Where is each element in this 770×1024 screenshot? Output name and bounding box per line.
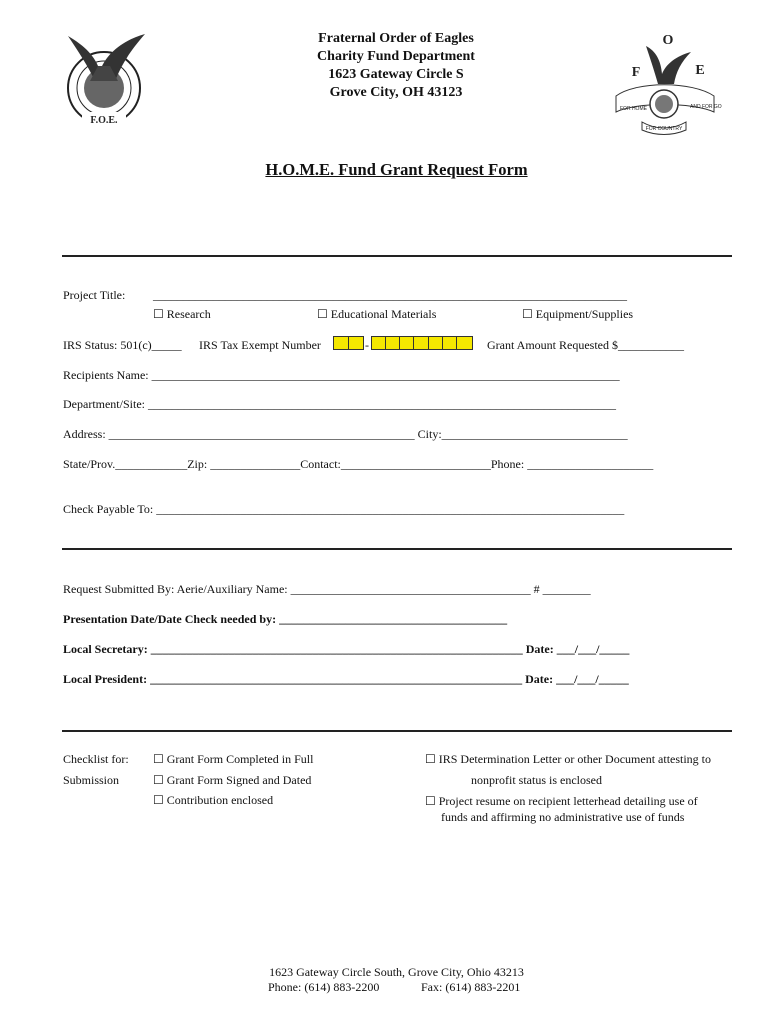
- grant-form-completed-checkbox[interactable]: ☐ Grant Form Completed in Full: [153, 752, 314, 766]
- local-secretary-field[interactable]: Local Secretary: ______________________________________________________________ Date: ___/___/_____: [63, 642, 630, 656]
- org-department: Charity Fund Department: [317, 49, 475, 64]
- foe-auxiliary-logo: [606, 26, 722, 138]
- ribbon-left: FOR HOME: [620, 106, 647, 112]
- org-name: Fraternal Order of Eagles: [318, 31, 474, 46]
- seal-bottom-text: F.O.E.: [90, 115, 118, 126]
- foe-seal-logo: [60, 26, 150, 130]
- department-site-field[interactable]: Department/Site: ______________________________________________________________________________: [63, 397, 616, 411]
- project-title-field[interactable]: _______________________________________________________________________________: [153, 288, 627, 302]
- irs-determination-checkbox[interactable]: ☐ IRS Determination Letter or other Document attesting to: [425, 752, 712, 766]
- irs-status-field[interactable]: IRS Status: 501(c)_____: [63, 338, 182, 352]
- state-zip-contact-phone-field[interactable]: State/Prov.____________Zip: _______________Contact:_________________________Phone: _____________________: [63, 457, 654, 471]
- research-checkbox[interactable]: ☐ Research: [153, 307, 211, 321]
- logo-letter-e: E: [695, 63, 705, 78]
- section-divider-1: [62, 255, 732, 257]
- footer-phone: Phone: (614) 883-2200: [268, 980, 380, 994]
- tax-id-suffix-boxes[interactable]: [371, 336, 473, 350]
- address-city-field[interactable]: Address: ___________________________________________________ City:_______________________________: [63, 427, 628, 441]
- local-president-field[interactable]: Local President: ______________________________________________________________ Date: ___/___/_____: [63, 672, 629, 686]
- footer-address: 1623 Gateway Circle South, Grove City, Ohio 43213: [269, 965, 524, 979]
- request-submitted-by-field[interactable]: Request Submitted By: Aerie/Auxiliary Name: ________________________________________ # ________: [63, 582, 591, 596]
- org-city: Grove City, OH 43123: [329, 85, 463, 100]
- irs-tax-exempt-label: IRS Tax Exempt Number: [199, 338, 321, 352]
- ribbon-right: AND FOR GOD: [690, 104, 722, 110]
- submission-label: Submission: [63, 773, 120, 787]
- educational-materials-checkbox[interactable]: ☐ Educational Materials: [317, 307, 437, 321]
- tax-id-dash: -: [365, 338, 369, 352]
- contribution-enclosed-checkbox[interactable]: ☐ Contribution enclosed: [153, 793, 274, 807]
- logo-letter-o: O: [662, 33, 674, 48]
- project-resume-checkbox[interactable]: ☐ Project resume on recipient letterhead detailing use of: [425, 794, 698, 808]
- section-divider-2: [62, 548, 732, 550]
- logo-letter-f: F: [631, 65, 641, 80]
- check-payable-field[interactable]: Check Payable To: ______________________________________________________________________________: [63, 502, 625, 516]
- project-resume-continued: funds and affirming no administrative use of funds: [441, 810, 685, 824]
- irs-determination-continued: nonprofit status is enclosed: [471, 773, 602, 787]
- tax-id-prefix-boxes[interactable]: [333, 336, 364, 350]
- form-title: H.O.M.E. Fund Grant Request Form: [265, 160, 528, 179]
- ribbon-bottom: FOR COUNTRY: [645, 126, 683, 132]
- footer-fax: Fax: (614) 883-2201: [421, 980, 521, 994]
- project-title-label: Project Title:: [63, 288, 126, 302]
- equipment-supplies-checkbox[interactable]: ☐ Equipment/Supplies: [522, 307, 634, 321]
- checklist-label: Checklist for:: [63, 752, 129, 766]
- presentation-date-field[interactable]: Presentation Date/Date Check needed by: ______________________________________: [63, 612, 508, 626]
- recipients-name-field[interactable]: Recipients Name: ______________________________________________________________________________: [63, 368, 620, 382]
- org-street: 1623 Gateway Circle S: [328, 67, 464, 82]
- section-divider-3: [62, 730, 732, 732]
- grant-form-signed-checkbox[interactable]: ☐ Grant Form Signed and Dated: [153, 773, 312, 787]
- grant-amount-field[interactable]: Grant Amount Requested $___________: [487, 338, 684, 352]
